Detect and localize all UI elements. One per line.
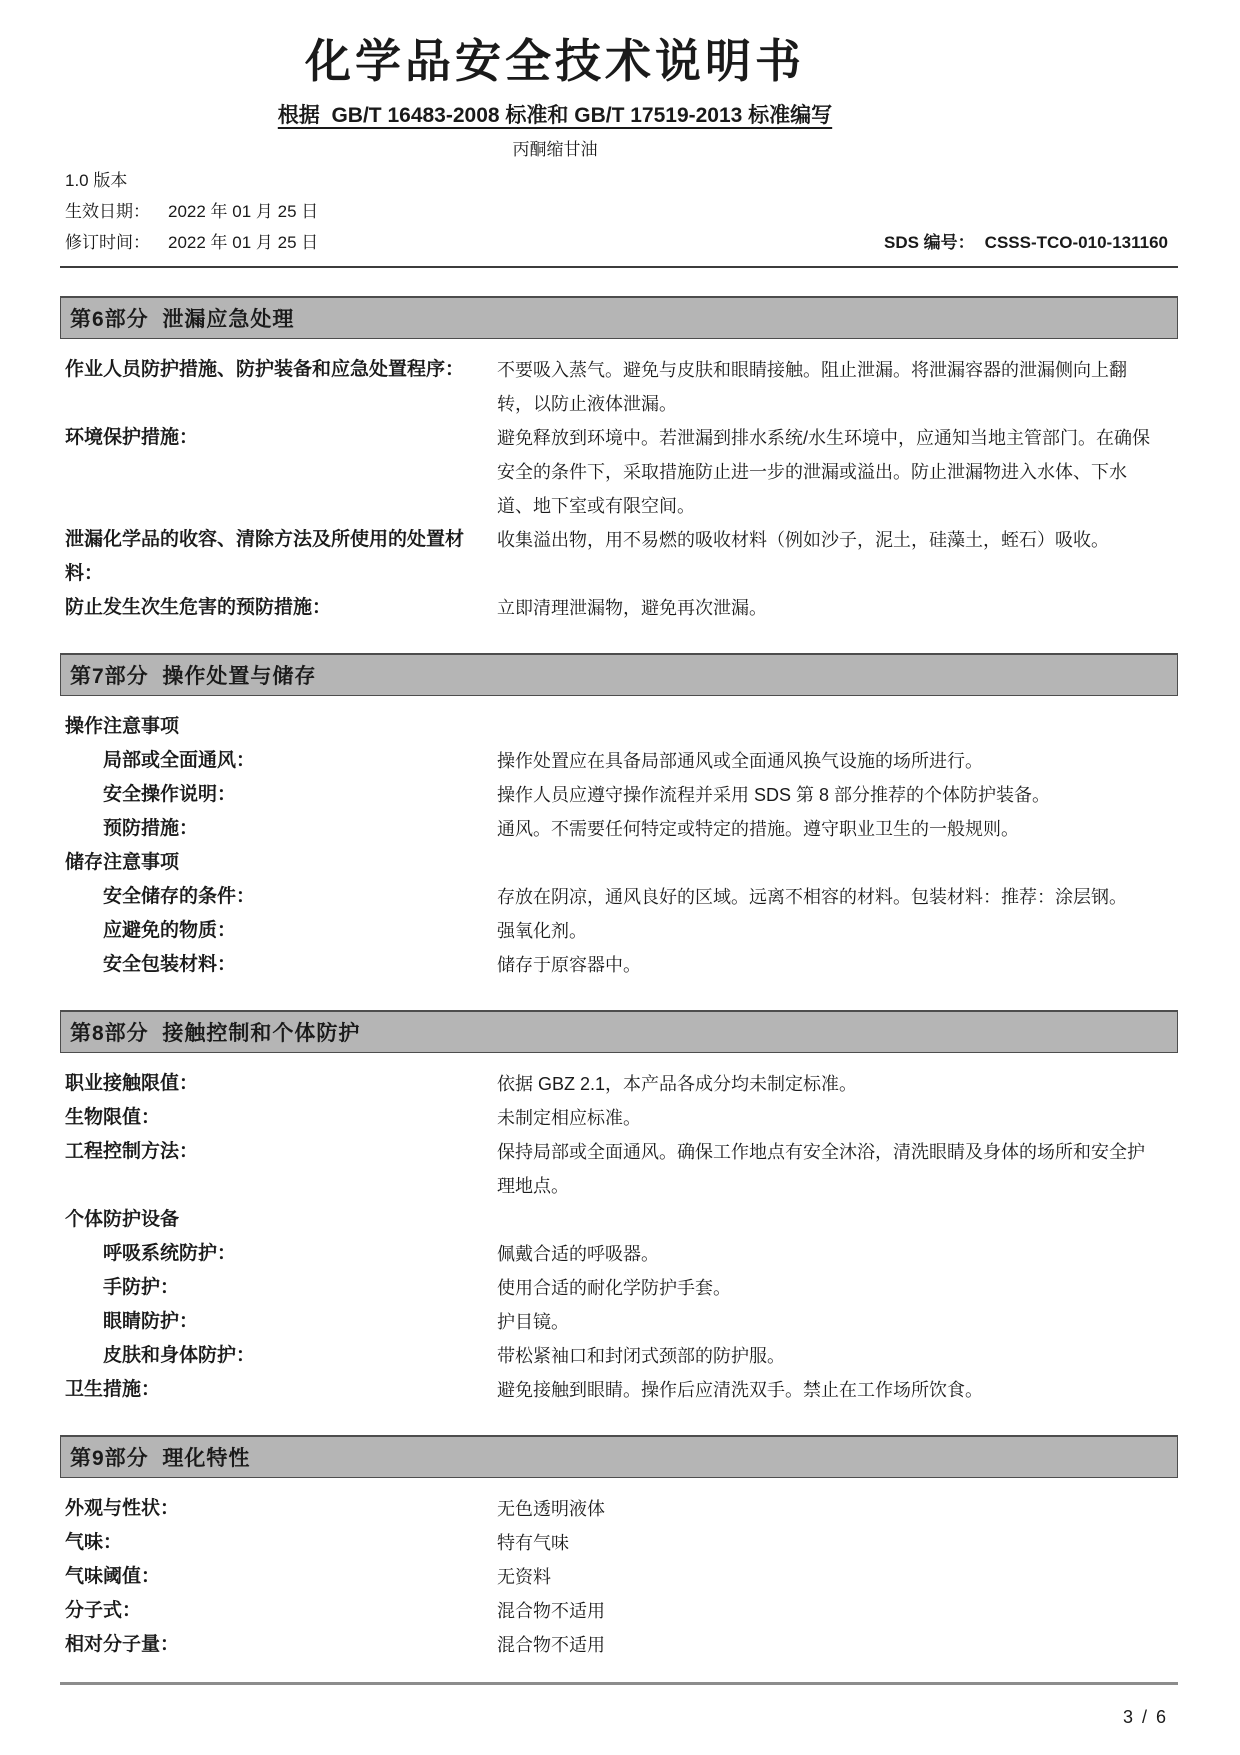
- field-row: [65, 1305, 1178, 1339]
- document-section: [60, 296, 1178, 625]
- document-section: [60, 1010, 1178, 1407]
- field-value: 存放在阴凉，通风良好的区域。远离不相容的材料。包装材料：推荐：涂层钢。: [497, 887, 1127, 907]
- field-value: 通风。不需要任何特定或特定的措施。遵守职业卫生的一般规则。: [497, 819, 1019, 839]
- field-label: 职业接触限值：: [65, 1073, 199, 1094]
- field-row: [65, 1373, 1178, 1407]
- field-row: [65, 1628, 1178, 1662]
- field-value: 护目镜。: [497, 1312, 569, 1332]
- field-value: 佩戴合适的呼吸器。: [497, 1244, 659, 1264]
- document-title: 化学品安全技术说明书: [305, 35, 805, 87]
- field-row: [65, 880, 1178, 914]
- sds-number-label: SDS 编号：: [883, 233, 975, 252]
- field-value: 立即清理泄漏物，避免再次泄漏。: [497, 598, 767, 618]
- field-row: [65, 523, 1178, 591]
- section-header-bar: [60, 1435, 1178, 1478]
- sds-number: [884, 232, 1178, 254]
- field-row: [65, 1492, 1178, 1526]
- field-row: [65, 1594, 1178, 1628]
- field-value: 无资料: [497, 1567, 551, 1587]
- field-row: [65, 353, 1178, 421]
- field-value: 混合物不适用: [497, 1601, 605, 1621]
- effective-date-row: [65, 201, 1178, 223]
- field-label: 安全操作说明：: [103, 784, 237, 805]
- field-label: 储存注意事项: [65, 852, 180, 873]
- section-rows: [60, 1053, 1178, 1407]
- field-value: 操作处置应在具备局部通风或全面通风换气设施的场所进行。: [497, 751, 983, 771]
- revision-date-row: [65, 232, 1178, 254]
- field-value: 混合物不适用: [497, 1635, 605, 1655]
- field-value: 强氧化剂。: [497, 921, 587, 941]
- field-value: 收集溢出物，用不易燃的吸收材料（例如沙子，泥土，硅藻土，蛭石）吸收。: [497, 530, 1109, 550]
- field-label: 外观与性状：: [65, 1498, 180, 1519]
- version-label: 1.0 版本: [65, 171, 128, 190]
- field-value: 避免接触到眼睛。操作后应清洗双手。禁止在工作场所饮食。: [497, 1380, 983, 1400]
- standards-subtitle: 根据 GB/T 16483-2008 标准和 GB/T 17519-2013 标准编写: [277, 104, 833, 127]
- field-label: 工程控制方法：: [65, 1141, 199, 1162]
- group-header-row: [65, 1203, 1178, 1237]
- revision-date-label: 修订时间：: [65, 233, 150, 252]
- section-title: 第9部分 理化特性: [70, 1447, 251, 1470]
- field-label: 局部或全面通风：: [103, 750, 256, 771]
- page-number: 3 / 6: [1122, 1707, 1168, 1727]
- field-row: [65, 1339, 1178, 1373]
- field-row: [65, 1526, 1178, 1560]
- field-row: [65, 421, 1178, 523]
- field-row: [65, 1560, 1178, 1594]
- group-header-row: [65, 846, 1178, 880]
- field-value: 避免释放到环境中。若泄漏到排水系统/水生环境中，应通知当地主管部门。在确保安全的条件下，采取措施防止进一步的泄漏或溢出。防止泄漏物进入水体、下水道、地下室或有限空间。: [497, 428, 1150, 516]
- sections-container: [60, 296, 1178, 1662]
- field-label: 操作注意事项: [65, 716, 180, 737]
- section-title: 第7部分 操作处置与储存: [70, 665, 317, 688]
- group-header-row: [65, 710, 1178, 744]
- field-label: 生物限值：: [65, 1107, 161, 1128]
- field-label: 手防护：: [103, 1277, 180, 1298]
- effective-date-value: 2022 年 01 月 25 日: [168, 202, 319, 221]
- sds-number-value: CSSS-TCO-010-131160: [984, 233, 1168, 252]
- header-divider: [60, 266, 1178, 268]
- field-label: 气味：: [65, 1532, 123, 1553]
- field-label: 呼吸系统防护：: [103, 1243, 237, 1264]
- field-row: [65, 1271, 1178, 1305]
- field-value: 使用合适的耐化学防护手套。: [497, 1278, 731, 1298]
- section-title: 第6部分 泄漏应急处理: [70, 308, 295, 331]
- field-value: 保持局部或全面通风。确保工作地点有安全沐浴，清洗眼睛及身体的场所和安全护理地点。: [497, 1142, 1145, 1196]
- document-section: [60, 653, 1178, 982]
- section-title: 第8部分 接触控制和个体防护: [70, 1022, 361, 1045]
- revision-date-value: 2022 年 01 月 25 日: [168, 233, 319, 252]
- field-label: 相对分子量：: [65, 1634, 180, 1655]
- field-row: [65, 744, 1178, 778]
- field-value: 特有气味: [497, 1533, 569, 1553]
- field-row: [65, 1237, 1178, 1271]
- revision-date: [65, 232, 318, 254]
- field-value: 无色透明液体: [497, 1499, 605, 1519]
- field-label: 个体防护设备: [65, 1209, 180, 1230]
- section-rows: [60, 339, 1178, 625]
- field-row: [65, 914, 1178, 948]
- field-label: 作业人员防护措施、防护装备和应急处置程序：: [65, 359, 465, 380]
- field-label: 预防措施：: [103, 818, 199, 839]
- section-header-bar: [60, 1010, 1178, 1053]
- field-label: 防止发生次生危害的预防措施：: [65, 597, 332, 618]
- field-value: 不要吸入蒸气。避免与皮肤和眼睛接触。阻止泄漏。将泄漏容器的泄漏侧向上翻转，以防止液体泄漏。: [497, 360, 1127, 414]
- field-label: 泄漏化学品的收容、清除方法及所使用的处置材料：: [65, 529, 465, 584]
- field-value: 未制定相应标准。: [497, 1108, 641, 1128]
- product-name: 丙酮缩甘油: [512, 140, 598, 159]
- field-row: [65, 812, 1178, 846]
- document-header: [60, 34, 1050, 161]
- field-label: 安全储存的条件：: [103, 886, 256, 907]
- footer-divider: [60, 1682, 1178, 1685]
- field-row: [65, 1067, 1178, 1101]
- field-label: 环境保护措施：: [65, 427, 199, 448]
- field-label: 眼睛防护：: [103, 1311, 199, 1332]
- field-label: 分子式：: [65, 1600, 142, 1621]
- field-label: 应避免的物质：: [103, 920, 237, 941]
- field-label: 皮肤和身体防护：: [103, 1345, 256, 1366]
- field-label: 卫生措施：: [65, 1379, 161, 1400]
- section-header-bar: [60, 653, 1178, 696]
- field-row: [65, 948, 1178, 982]
- field-row: [65, 778, 1178, 812]
- document-section: [60, 1435, 1178, 1662]
- field-label: 气味阈值：: [65, 1566, 161, 1587]
- field-row: [65, 1101, 1178, 1135]
- document-meta: [60, 170, 1178, 254]
- field-row: [65, 591, 1178, 625]
- version-row: [65, 170, 1178, 192]
- section-header-bar: [60, 296, 1178, 339]
- section-rows: [60, 696, 1178, 982]
- section-rows: [60, 1478, 1178, 1662]
- field-label: 安全包装材料：: [103, 954, 237, 975]
- effective-date-label: 生效日期：: [65, 202, 150, 221]
- field-value: 操作人员应遵守操作流程并采用 SDS 第 8 部分推荐的个体防护装备。: [497, 785, 1051, 805]
- field-value: 储存于原容器中。: [497, 955, 641, 975]
- field-row: [65, 1135, 1178, 1203]
- field-value: 依据 GBZ 2.1，本产品各成分均未制定标准。: [497, 1074, 858, 1094]
- field-value: 带松紧袖口和封闭式颈部的防护服。: [497, 1346, 785, 1366]
